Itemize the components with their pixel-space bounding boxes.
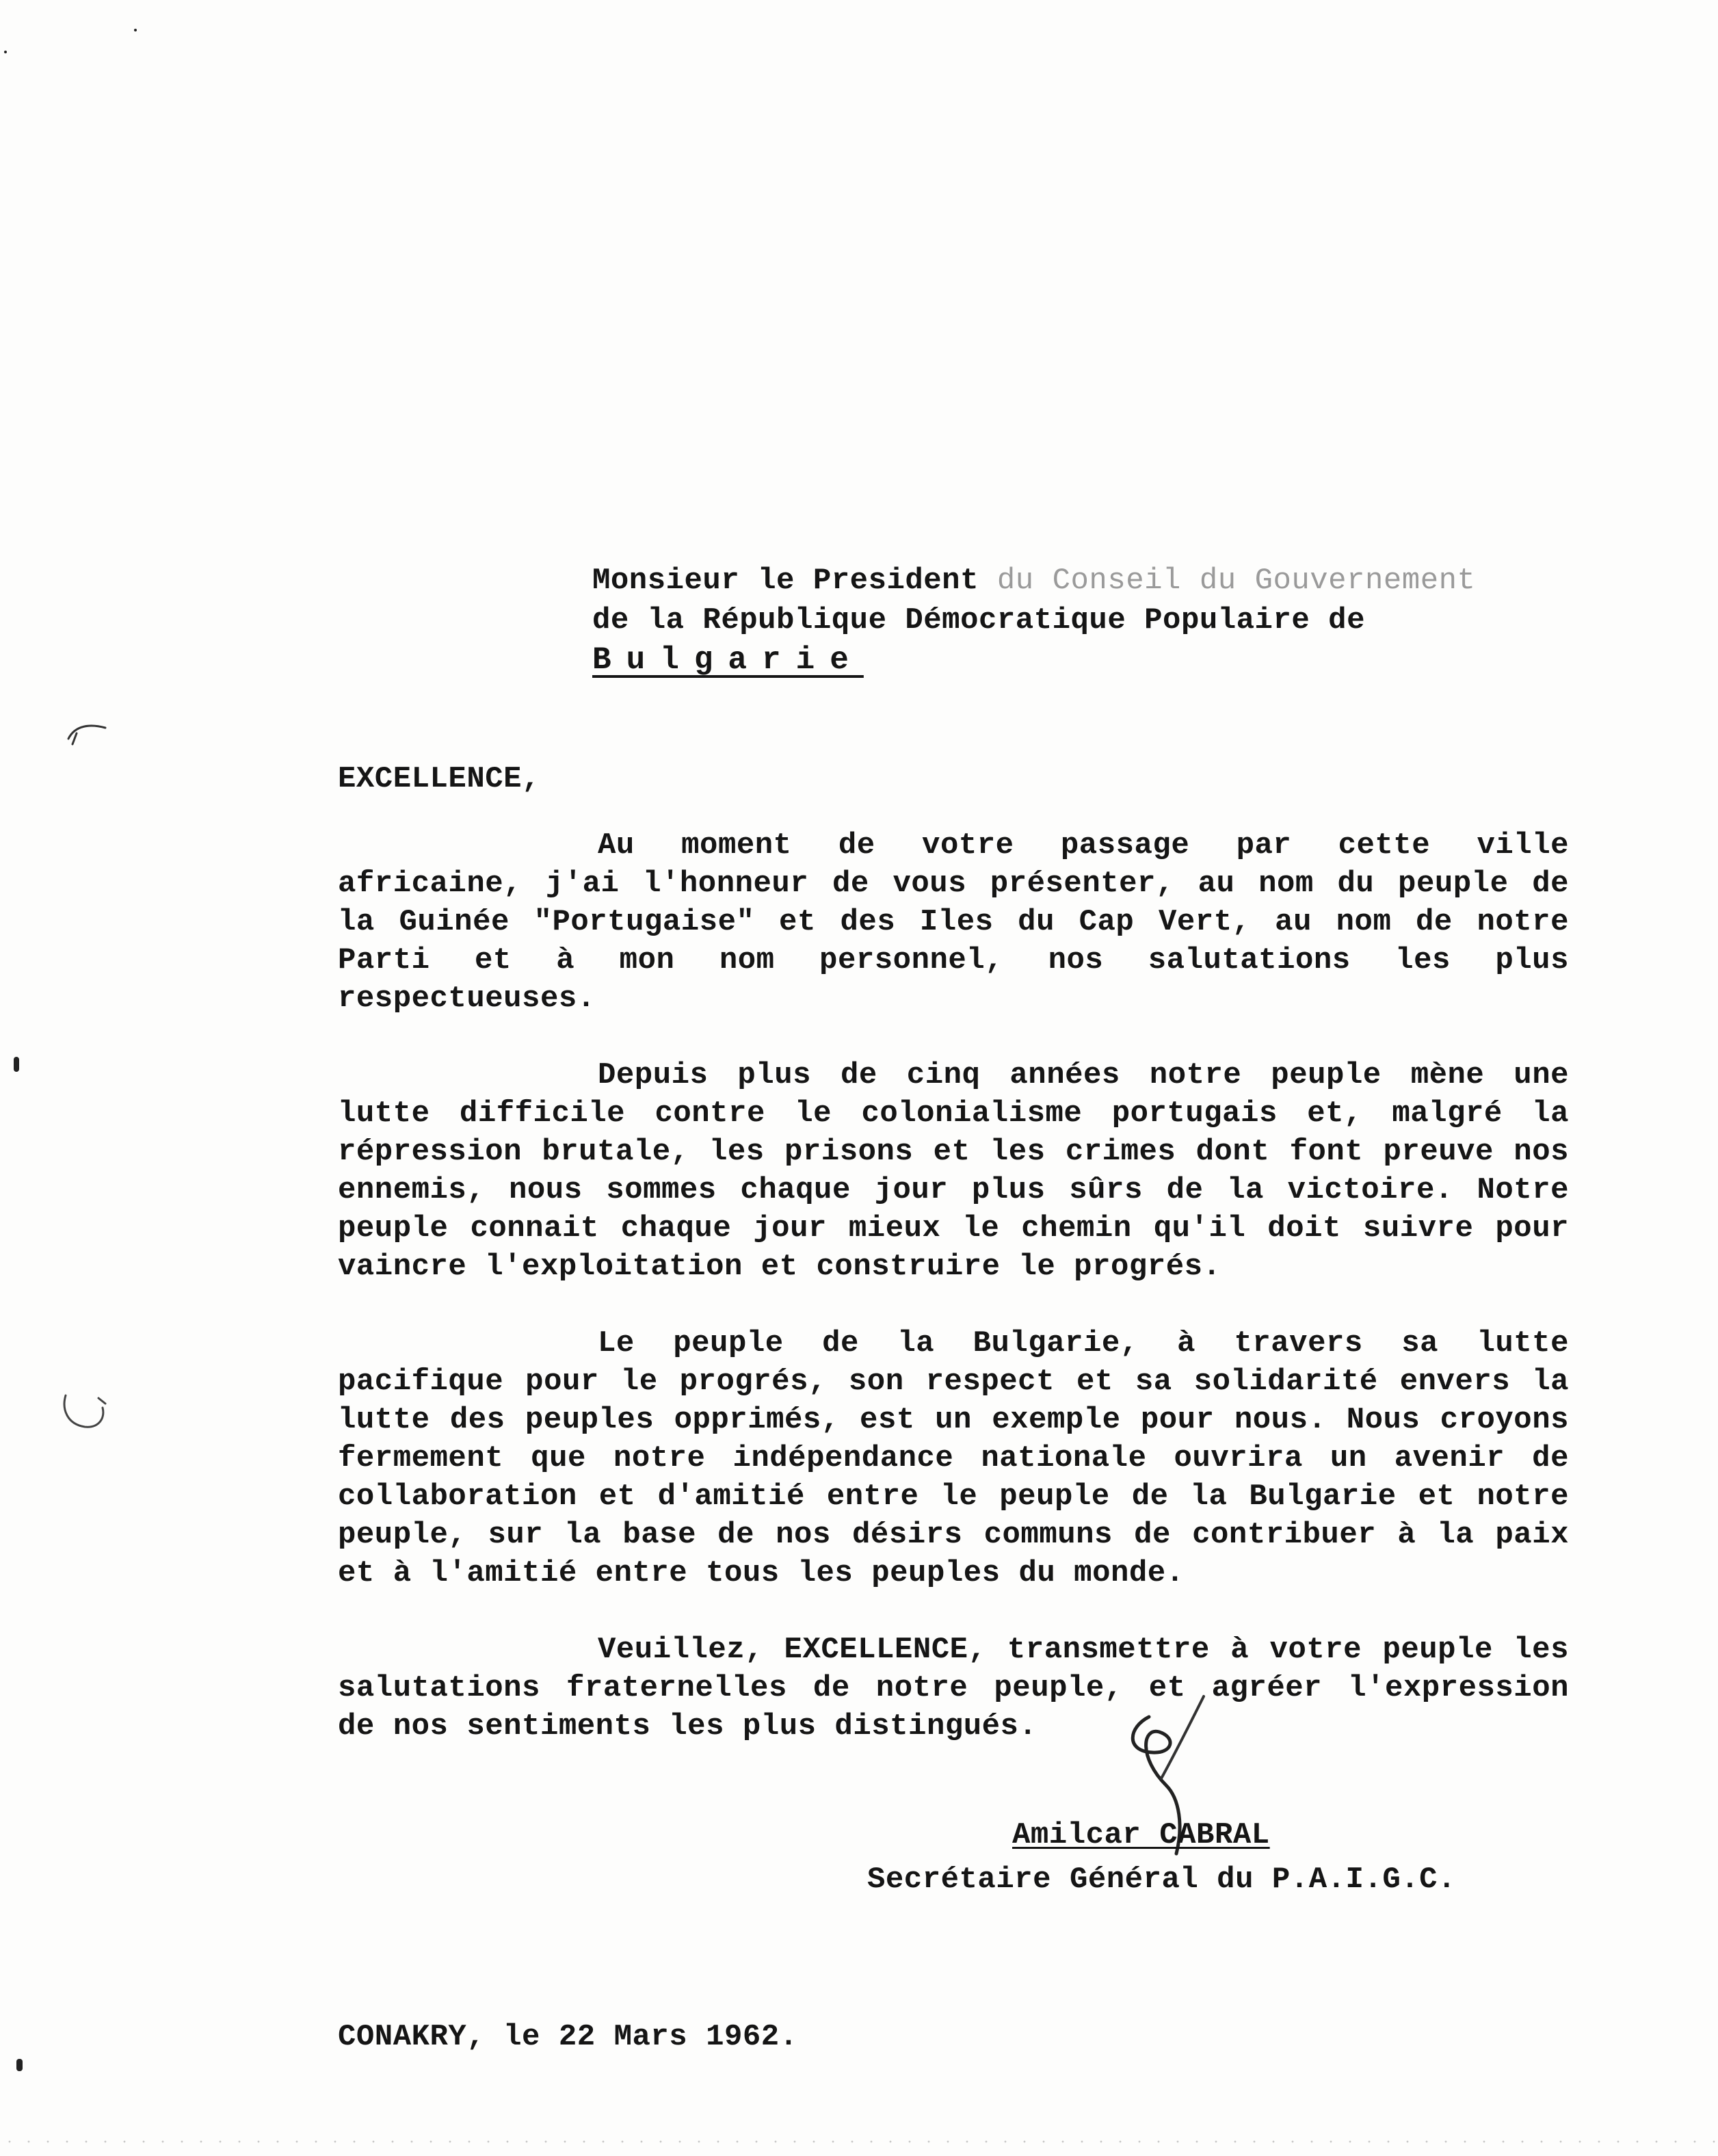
paragraph-2: Depuis plus de cinq années notre peuple mène une lutte difficile contre le colonialisme portugais et, malgré la répression brutale, les prisons et les crimes dont font preuve nos ennemis, nous sommes chaque jour plus sûrs de la victoire. Notre peuple connait chaque jour mieux le chemin qu'il doit suivre pour vaincre l'exploitation et construire le progrés. xyxy=(338,1058,1569,1284)
address-line-2: de la République Démocratique Populaire de xyxy=(592,603,1365,637)
address-line-3 xyxy=(592,640,1475,681)
address-country: Bulgarie xyxy=(592,642,864,678)
signer-name: Amilcar CABRAL xyxy=(1012,1818,1270,1852)
margin-scribble-icon xyxy=(63,718,111,746)
scan-speck xyxy=(16,2059,23,2071)
paragraph-3: Le peuple de la Bulgarie, à travers sa lutte pacifique pour le progrés, son respect et sa solidarité envers la lutte des peuples opprimés, est un exemple pour nous. Nous croyons fermement que notre indépendance nationale ouvrira un avenir de collaboration et d'amitié entre le peuple de la Bulgarie et notre peuple, sur la base de nos désirs communs de contribuer à la paix et à l'amitié entre tous les peuples du monde. xyxy=(338,1326,1569,1590)
addressee-council: du Conseil du Gouvernement xyxy=(979,564,1476,598)
address-line-1 xyxy=(592,561,1475,601)
paragraph-1: Au moment de votre passage par cette ville africaine, j'ai l'honneur de vous présenter, au nom du peuple de la Guinée "Portugaise" et des Iles du Cap Vert, au nom de notre Parti et à mon nom personnel, nos salutations les plus respectueuses. xyxy=(338,828,1569,1016)
letter-body xyxy=(338,826,1569,1784)
place-date: CONAKRY, le 22 Mars 1962. xyxy=(338,2020,798,2054)
addressee-title: Monsieur le President xyxy=(592,564,979,598)
signer-title: Secrétaire Général du P.A.I.G.C. xyxy=(867,1863,1456,1897)
address-block xyxy=(592,561,1475,681)
paragraph-4: Veuillez, EXCELLENCE, transmettre à votre peuple les salutations fraternelles de notre peuple, et agréer l'expression de nos sentiments les plus distingués. xyxy=(338,1633,1569,1744)
margin-scribble-icon xyxy=(57,1389,112,1436)
salutation: EXCELLENCE, xyxy=(338,762,540,796)
scan-speck xyxy=(4,51,7,53)
scan-speck xyxy=(14,1057,19,1072)
scan-speck xyxy=(134,29,137,31)
scan-edge-noise xyxy=(0,2140,1718,2144)
